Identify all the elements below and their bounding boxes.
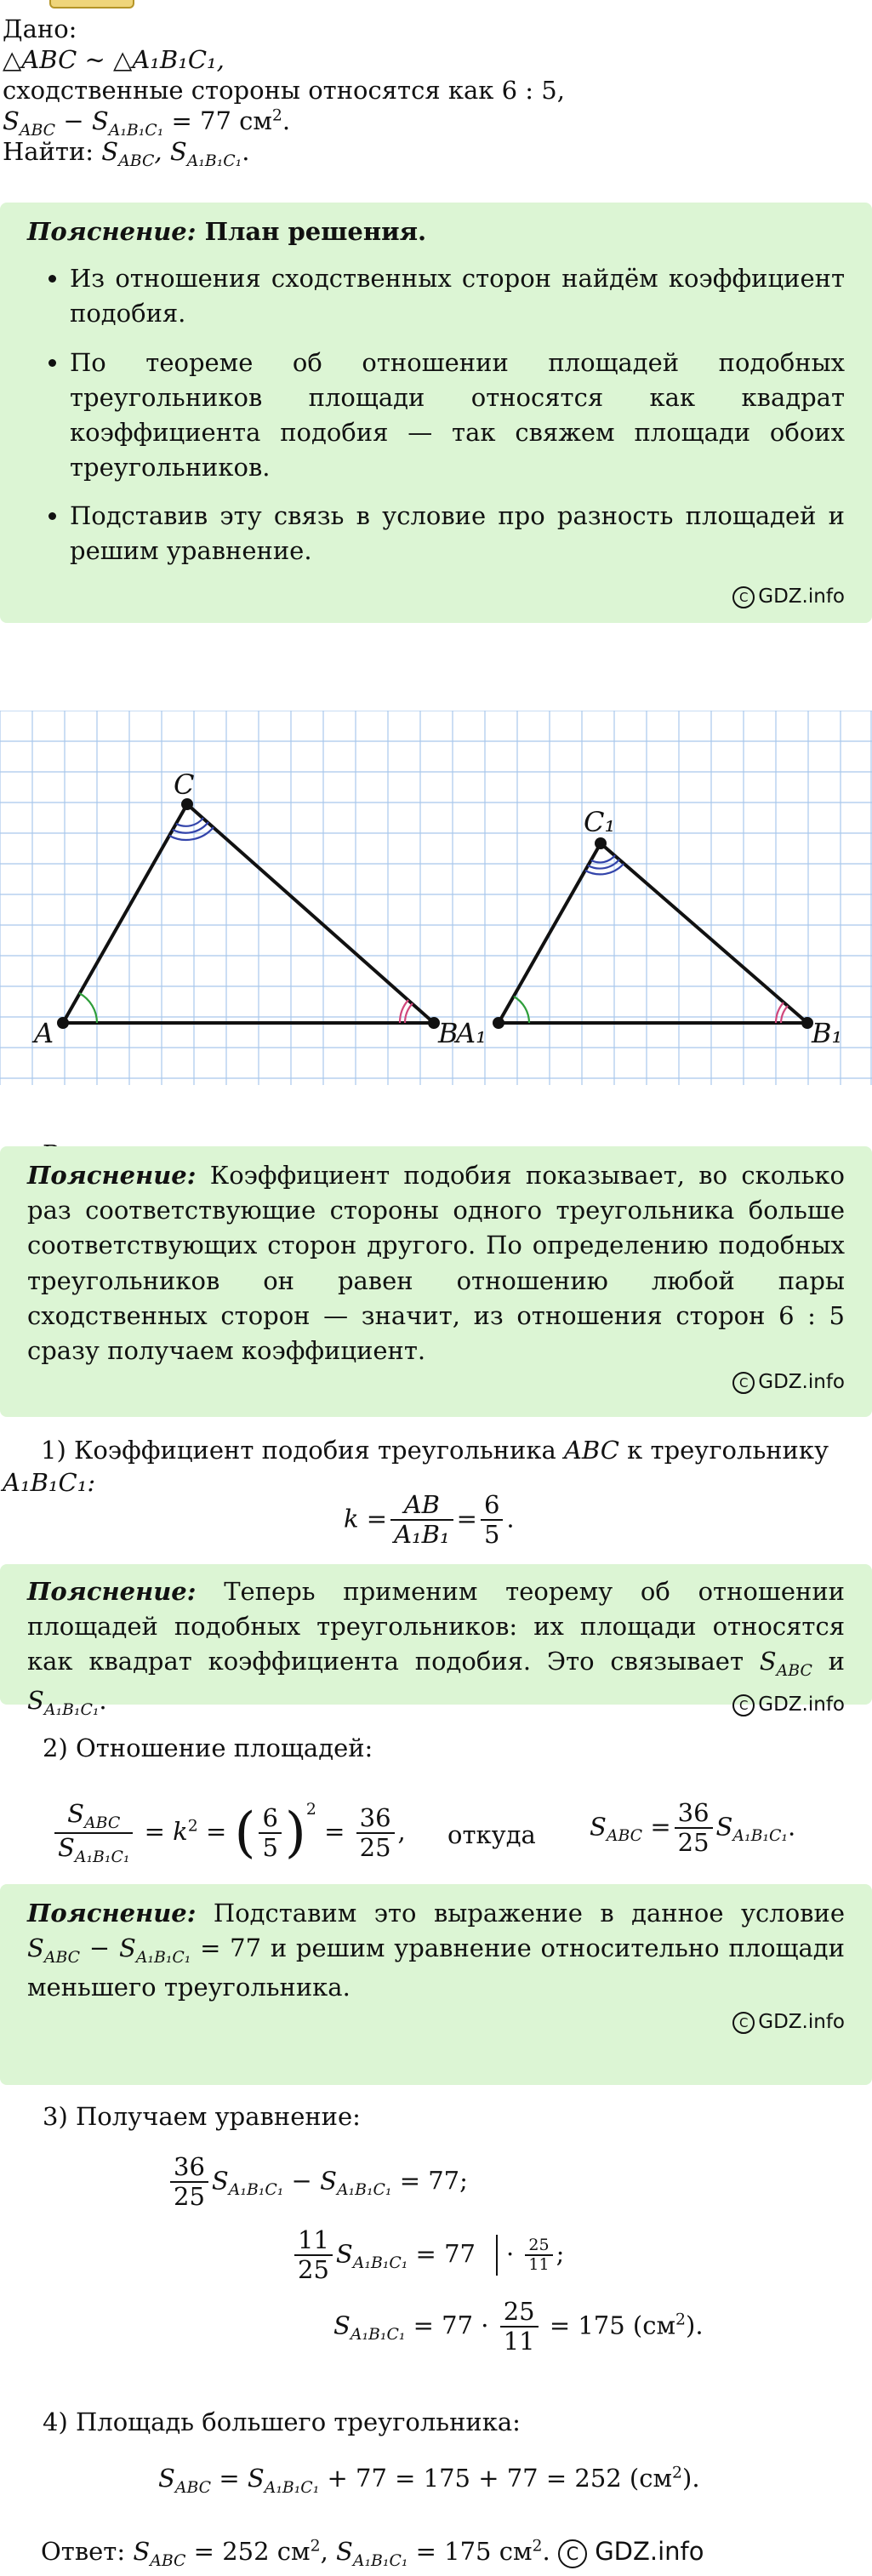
explanation-3-copyright: C GDZ.info bbox=[27, 2008, 845, 2036]
explanation-3-heading: Пояснение: bbox=[27, 1899, 197, 1928]
plan-item: • Подставив эту связь в условие про разность площадей и решим уравнение. bbox=[70, 499, 845, 568]
copyright-icon: C bbox=[732, 1372, 755, 1394]
step-4-label: 4) Площадь большего треугольника: bbox=[43, 2408, 521, 2436]
explanation-1-heading: Пояснение: bbox=[27, 1161, 197, 1190]
step-1-text-line2: A₁B₁C₁: bbox=[3, 1468, 96, 1497]
answer-line: Ответ: $S_{ABC} = 252$ $см^2$, $S_{A_1B_1C_1} = 175$ $см^2$. C GDZ.info bbox=[41, 2537, 704, 2570]
step-2-formula: $\frac{S_{ABC}}{S_{A_1B_1C_1}}$ = $k^2$ = ( $\frac{6}{5}$ )$^2$ = $\frac{36}{25}$ , bbox=[51, 1799, 406, 1866]
plan-heading: Пояснение: План решения. bbox=[27, 217, 427, 246]
explanation-3: Пояснение: Подставим это выражение в данное условие $S_{ABC} - S_{A_1B_1C_1} = 77$ и решим уравнение относительно площади меньшего треугольника. C GDZ.info bbox=[0, 1884, 872, 2085]
figure-svg bbox=[0, 711, 872, 1085]
multiplier-bar bbox=[496, 2235, 498, 2276]
answer-copyright: GDZ.info bbox=[595, 2537, 704, 2566]
step-3-equation-3: $S_{A_1B_1C_1} = 77$ · $\frac{25}{11}$ = 175 $(см^2)$. bbox=[333, 2297, 704, 2356]
step-1-text: 1) Коэффициент подобия треугольника ABC к треугольнику bbox=[41, 1436, 829, 1465]
vertex-label-b: B bbox=[438, 1017, 459, 1049]
plan-copyright: C GDZ.info bbox=[27, 583, 845, 611]
given-area-difference: $S_{ABC} - S_{A_1B_1C_1} = 77$ $см^2$. bbox=[3, 106, 291, 140]
copyright-icon: C bbox=[558, 2539, 587, 2568]
given-ratio: сходственные стороны относятся как 6 : 5, bbox=[3, 76, 565, 105]
explanation-2: Пояснение: Теперь применим теорему об отношении площадей подобных треугольников: их площади относятся как квадрат коэффициента подобия. Это связывает $S_{ABC}$ и $S_{A_1B_1C_1}$. C GDZ.info bbox=[0, 1564, 872, 1705]
given-find: Найти: $S_{ABC}$, $S_{A_1B_1C_1}$. bbox=[3, 137, 250, 170]
step-4-formula: $S_{ABC} = S_{A_1B_1C_1} + 77 = 175 + 77 = 252$ $(см^2)$. bbox=[158, 2464, 700, 2497]
copyright-icon: C bbox=[732, 586, 755, 608]
step-2-result: $S_{ABC}$ = $\frac{36}{25}$ $S_{A_1B_1C_1}$. bbox=[590, 1798, 796, 1858]
step-3-equation-1: $\frac{36}{25}$ $S_{A_1B_1C_1} - S_{A_1B_1C_1} = 77$; bbox=[167, 2153, 468, 2212]
explanation-2-copyright: C GDZ.info bbox=[27, 1691, 845, 1719]
explanation-1-text: Коэффициент подобия показывает, во сколько раз соответствующие стороны одного треугольника больше соответствующих сторон другого. По определению подобных треугольников он равен отношению любой пары сходственных сторон — значит, из отношения сторон 6 : 5 сразу получаем коэффициент. bbox=[27, 1161, 845, 1365]
plan-item: • Из отношения сходственных сторон найдём коэффициент подобия. bbox=[70, 261, 845, 331]
step-3-equation-2: $\frac{11}{25}$ $S_{A_1B_1C_1} = 77$ · $\frac{25}{11}$ ; bbox=[291, 2226, 564, 2285]
triangle-a1b1c1 bbox=[499, 843, 807, 1023]
step-1-formula: k = $\frac{AB}{\text{A₁B₁}}$ = $\frac{6}{5}$ . bbox=[344, 1490, 515, 1550]
grid bbox=[0, 711, 872, 1085]
top-tab-marker bbox=[49, 0, 134, 9]
explanation-1 bbox=[0, 1146, 872, 1417]
given-block bbox=[3, 12, 862, 170]
vertex-label-a: A bbox=[34, 1017, 54, 1049]
copyright-icon: C bbox=[732, 1694, 755, 1716]
explanation-1-copyright: C GDZ.info bbox=[27, 1368, 845, 1397]
given-label: Дано: bbox=[3, 14, 77, 43]
vertex-label-c: C bbox=[174, 768, 195, 801]
figure-triangles bbox=[0, 711, 872, 1085]
triangle-abc bbox=[63, 804, 434, 1023]
plan-item: • По теореме об отношении площадей подобных треугольников площади относятся как квадрат коэффициента подобия — так свяжем площади обоих треугольников. bbox=[70, 346, 845, 486]
explanation-2-heading: Пояснение: bbox=[27, 1577, 197, 1606]
given-similarity: △ABC ∼ △A₁B₁C₁, bbox=[3, 45, 225, 74]
vertex-label-c1: C₁ bbox=[584, 806, 616, 838]
plan-box bbox=[0, 203, 872, 623]
copyright-icon: C bbox=[732, 2012, 755, 2034]
plan-list bbox=[27, 261, 845, 568]
angle-arcs bbox=[79, 818, 788, 1023]
step-2-whence: откуда bbox=[447, 1820, 536, 1849]
step-3-label: 3) Получаем уравнение: bbox=[43, 2102, 361, 2131]
vertex-label-a1: A₁ bbox=[456, 1017, 487, 1049]
step-2-label: 2) Отношение площадей: bbox=[43, 1734, 373, 1762]
vertex-label-b1: B₁ bbox=[812, 1017, 843, 1049]
